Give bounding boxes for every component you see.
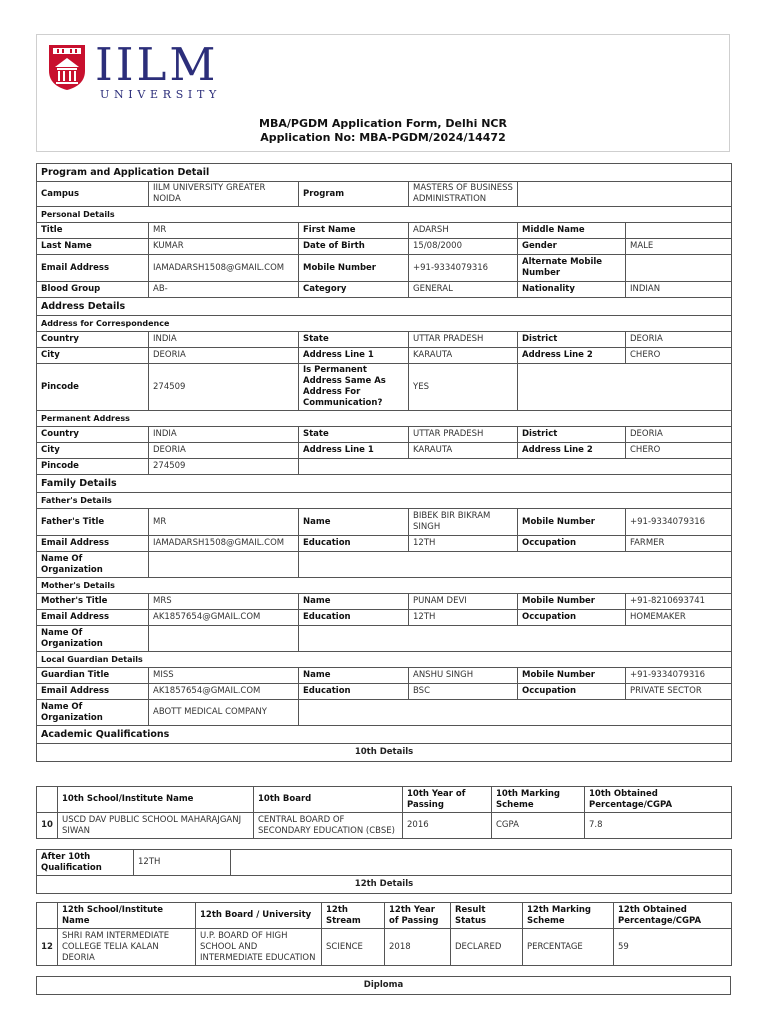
label-blood-group: Blood Group <box>37 282 149 298</box>
label-title: Title <box>37 223 149 239</box>
twelfth-details-table <box>36 902 732 966</box>
value-title: MR <box>149 223 299 239</box>
label-state: State <box>299 332 409 348</box>
value-guardian-title: MISS <box>149 668 299 684</box>
label-organization: Name Of Organization <box>37 626 149 652</box>
label-address-line-2: Address Line 2 <box>518 348 626 364</box>
value-father-name: BIBEK BIR BIKRAM SINGH <box>409 509 518 536</box>
application-number: Application No: MBA-PGDM/2024/14472 <box>260 131 506 144</box>
label-district: District <box>518 427 626 443</box>
value-result-status: DECLARED <box>451 929 523 966</box>
row-index-12: 12 <box>37 929 58 966</box>
label-address-line-2: Address Line 2 <box>518 443 626 459</box>
logo-wordmark: IILM <box>95 38 219 91</box>
header-12th-stream: 12th Stream <box>322 903 385 929</box>
value-corr-country: INDIA <box>149 332 299 348</box>
label-nationality: Nationality <box>518 282 626 298</box>
value-10th-scheme: CGPA <box>492 813 585 839</box>
value-same-address: YES <box>409 364 518 411</box>
label-same-address: Is Permanent Address Same As Address For Communication? <box>299 364 409 411</box>
header-10th-year: 10th Year of Passing <box>403 787 492 813</box>
after-tenth-table <box>36 849 732 894</box>
header-10th-percentage: 10th Obtained Percentage/CGPA <box>585 787 732 813</box>
value-guardian-occupation: PRIVATE SECTOR <box>626 684 732 700</box>
value-father-org <box>149 552 299 578</box>
section-family: Family Details <box>37 475 732 493</box>
label-gender: Gender <box>518 239 626 255</box>
label-name: Name <box>299 668 409 684</box>
label-address-line-1: Address Line 1 <box>299 443 409 459</box>
value-10th-percentage: 7.8 <box>585 813 732 839</box>
header-result-status: Result Status <box>451 903 523 929</box>
diploma-table <box>36 976 731 995</box>
value-mother-education: 12TH <box>409 610 518 626</box>
empty-cell <box>299 700 732 726</box>
label-city: City <box>37 443 149 459</box>
label-guardian-title: Guardian Title <box>37 668 149 684</box>
value-corr-line-2: CHERO <box>626 348 732 364</box>
label-father-title: Father's Title <box>37 509 149 536</box>
university-logo <box>47 38 237 101</box>
label-first-name: First Name <box>299 223 409 239</box>
value-perm-city: DEORIA <box>149 443 299 459</box>
label-name: Name <box>299 594 409 610</box>
value-middle-name <box>626 223 732 239</box>
value-father-title: MR <box>149 509 299 536</box>
value-corr-pincode: 274509 <box>149 364 299 411</box>
value-mother-org <box>149 626 299 652</box>
subsection-permanent: Permanent Address <box>37 411 732 427</box>
value-guardian-org: ABOTT MEDICAL COMPANY <box>149 700 299 726</box>
label-email: Email Address <box>37 536 149 552</box>
label-occupation: Occupation <box>518 536 626 552</box>
value-10th-board: CENTRAL BOARD OF SECONDARY EDUCATION (CBSE) <box>254 813 403 839</box>
section-address: Address Details <box>37 298 732 316</box>
value-mobile: +91-9334079316 <box>409 255 518 282</box>
label-mother-title: Mother's Title <box>37 594 149 610</box>
logo-tagline: UNIVERSITY <box>100 88 221 101</box>
diploma-heading: Diploma <box>37 977 731 995</box>
value-email: IAMADARSH1508@GMAIL.COM <box>149 255 299 282</box>
value-10th-year: 2016 <box>403 813 492 839</box>
label-district: District <box>518 332 626 348</box>
header-10th-school: 10th School/Institute Name <box>58 787 254 813</box>
header-12th-scheme: 12th Marking Scheme <box>523 903 614 929</box>
value-category: GENERAL <box>409 282 518 298</box>
application-details-table <box>36 163 732 762</box>
section-academic: Academic Qualifications <box>37 726 732 744</box>
value-father-email: IAMADARSH1508@GMAIL.COM <box>149 536 299 552</box>
value-corr-line-1: KARAUTA <box>409 348 518 364</box>
value-program: MASTERS OF BUSINESS ADMINISTRATION <box>409 182 518 207</box>
empty-cell <box>518 364 732 411</box>
empty-cell <box>299 552 732 578</box>
value-perm-pincode: 274509 <box>149 459 299 475</box>
value-12th-school: SHRI RAM INTERMEDIATE COLLEGE TELIA KALAN DEORIA <box>58 929 196 966</box>
label-mobile: Mobile Number <box>299 255 409 282</box>
value-dob: 15/08/2000 <box>409 239 518 255</box>
form-title-block <box>37 117 729 145</box>
header-10th-board: 10th Board <box>254 787 403 813</box>
header-12th-board: 12th Board / University <box>196 903 322 929</box>
value-corr-city: DEORIA <box>149 348 299 364</box>
label-mobile: Mobile Number <box>518 509 626 536</box>
label-alt-mobile: Alternate Mobile Number <box>518 255 626 282</box>
label-middle-name: Middle Name <box>518 223 626 239</box>
label-category: Category <box>299 282 409 298</box>
value-father-mobile: +91-9334079316 <box>626 509 732 536</box>
label-country: Country <box>37 332 149 348</box>
value-mother-mobile: +91-8210693741 <box>626 594 732 610</box>
value-perm-district: DEORIA <box>626 427 732 443</box>
label-mobile: Mobile Number <box>518 594 626 610</box>
value-first-name: ADARSH <box>409 223 518 239</box>
label-after-10th: After 10th Qualification <box>37 850 134 876</box>
subsection-mother: Mother's Details <box>37 578 732 594</box>
row-index-10: 10 <box>37 813 58 839</box>
form-header <box>36 34 730 152</box>
label-program: Program <box>299 182 409 207</box>
empty-cell <box>37 903 58 929</box>
label-email: Email Address <box>37 255 149 282</box>
twelfth-details-heading: 12th Details <box>37 876 732 894</box>
label-city: City <box>37 348 149 364</box>
label-state: State <box>299 427 409 443</box>
value-corr-state: UTTAR PRADESH <box>409 332 518 348</box>
tenth-details-table <box>36 786 732 839</box>
empty-cell <box>518 182 732 207</box>
subsection-correspondence: Address for Correspondence <box>37 316 732 332</box>
crest-icon <box>47 43 87 91</box>
empty-cell <box>37 787 58 813</box>
value-blood-group: AB- <box>149 282 299 298</box>
header-12th-year: 12th Year of Passing <box>385 903 451 929</box>
empty-cell <box>231 850 732 876</box>
label-education: Education <box>299 610 409 626</box>
label-email: Email Address <box>37 684 149 700</box>
value-guardian-mobile: +91-9334079316 <box>626 668 732 684</box>
value-perm-line-2: CHERO <box>626 443 732 459</box>
value-perm-state: UTTAR PRADESH <box>409 427 518 443</box>
label-pincode: Pincode <box>37 459 149 475</box>
value-guardian-email: AK1857654@GMAIL.COM <box>149 684 299 700</box>
empty-cell <box>299 459 732 475</box>
value-perm-line-1: KARAUTA <box>409 443 518 459</box>
value-10th-school: USCD DAV PUBLIC SCHOOL MAHARAJGANJ SIWAN <box>58 813 254 839</box>
form-title: MBA/PGDM Application Form, Delhi NCR <box>259 117 507 130</box>
value-mother-name: PUNAM DEVI <box>409 594 518 610</box>
label-education: Education <box>299 684 409 700</box>
header-12th-percentage: 12th Obtained Percentage/CGPA <box>614 903 732 929</box>
value-gender: MALE <box>626 239 732 255</box>
value-mother-title: MRS <box>149 594 299 610</box>
value-nationality: INDIAN <box>626 282 732 298</box>
section-personal: Personal Details <box>37 207 732 223</box>
value-after-10th: 12TH <box>134 850 231 876</box>
value-father-occupation: FARMER <box>626 536 732 552</box>
label-organization: Name Of Organization <box>37 700 149 726</box>
value-campus: IILM UNIVERSITY GREATER NOIDA <box>149 182 299 207</box>
subsection-father: Father's Details <box>37 493 732 509</box>
label-country: Country <box>37 427 149 443</box>
header-12th-school: 12th School/Institute Name <box>58 903 196 929</box>
value-father-education: 12TH <box>409 536 518 552</box>
label-organization: Name Of Organization <box>37 552 149 578</box>
label-last-name: Last Name <box>37 239 149 255</box>
label-dob: Date of Birth <box>299 239 409 255</box>
label-address-line-1: Address Line 1 <box>299 348 409 364</box>
label-name: Name <box>299 509 409 536</box>
value-corr-district: DEORIA <box>626 332 732 348</box>
value-12th-stream: SCIENCE <box>322 929 385 966</box>
label-occupation: Occupation <box>518 610 626 626</box>
label-occupation: Occupation <box>518 684 626 700</box>
label-email: Email Address <box>37 610 149 626</box>
value-12th-percentage: 59 <box>614 929 732 966</box>
value-perm-country: INDIA <box>149 427 299 443</box>
value-last-name: KUMAR <box>149 239 299 255</box>
section-program: Program and Application Detail <box>37 164 732 182</box>
value-12th-board: U.P. BOARD OF HIGH SCHOOL AND INTERMEDIATE EDUCATION <box>196 929 322 966</box>
value-12th-scheme: PERCENTAGE <box>523 929 614 966</box>
label-mobile: Mobile Number <box>518 668 626 684</box>
header-10th-scheme: 10th Marking Scheme <box>492 787 585 813</box>
empty-cell <box>299 626 732 652</box>
tenth-details-heading: 10th Details <box>37 744 732 762</box>
value-guardian-education: BSC <box>409 684 518 700</box>
label-education: Education <box>299 536 409 552</box>
value-mother-occupation: HOMEMAKER <box>626 610 732 626</box>
subsection-guardian: Local Guardian Details <box>37 652 732 668</box>
value-12th-year: 2018 <box>385 929 451 966</box>
value-alt-mobile <box>626 255 732 282</box>
value-guardian-name: ANSHU SINGH <box>409 668 518 684</box>
label-pincode: Pincode <box>37 364 149 411</box>
value-mother-email: AK1857654@GMAIL.COM <box>149 610 299 626</box>
label-campus: Campus <box>37 182 149 207</box>
